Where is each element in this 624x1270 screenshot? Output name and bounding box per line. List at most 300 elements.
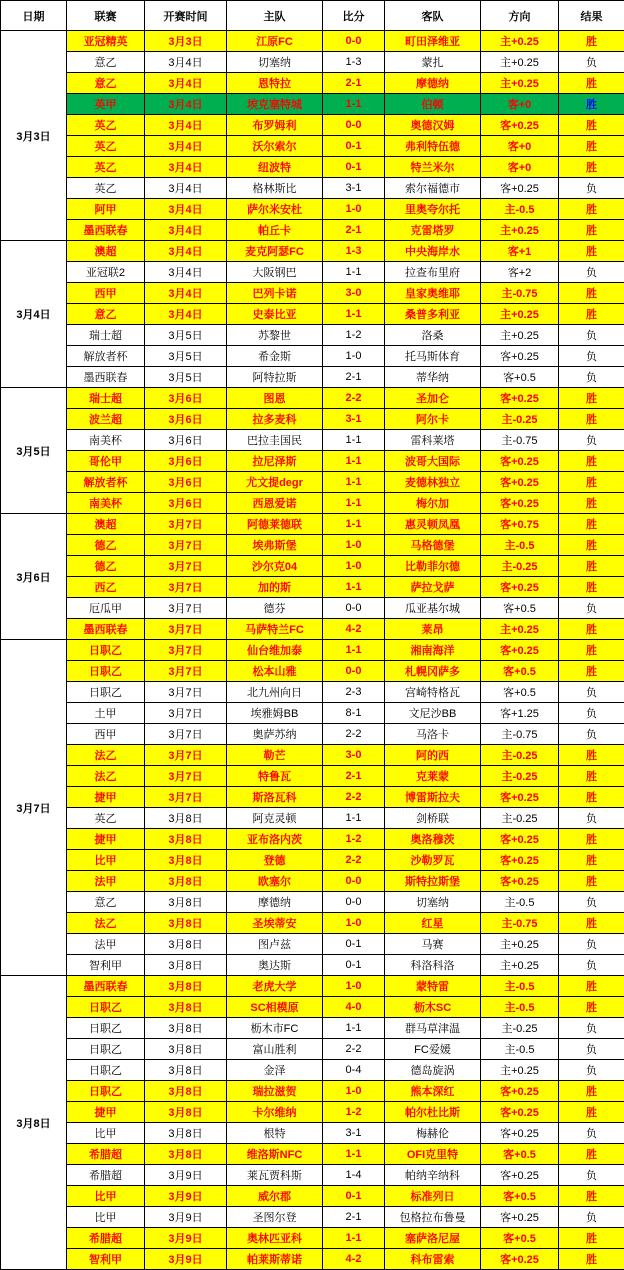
direction-cell: 主+0.25 (481, 934, 559, 955)
home-team-cell: 拉尼泽斯 (227, 451, 323, 472)
direction-cell: 主+0.25 (481, 325, 559, 346)
direction-cell: 客+1 (481, 241, 559, 262)
table-row (1, 220, 624, 241)
table-row (1, 619, 624, 640)
table-row (1, 283, 624, 304)
table-row (1, 157, 624, 178)
kickoff-time-cell: 3月4日 (145, 94, 227, 115)
result-cell: 胜 (559, 241, 624, 262)
league-cell: 比甲 (67, 1123, 145, 1144)
table-row (1, 1060, 624, 1081)
table-row (1, 472, 624, 493)
away-team-cell: OFI克里特 (385, 1144, 481, 1165)
kickoff-time-cell: 3月7日 (145, 661, 227, 682)
away-team-cell: 克莱蒙 (385, 766, 481, 787)
away-team-cell: 瓜亚基尔城 (385, 598, 481, 619)
league-cell: 南美杯 (67, 430, 145, 451)
kickoff-time-cell: 3月6日 (145, 388, 227, 409)
league-cell: 捷甲 (67, 1102, 145, 1123)
result-cell: 胜 (559, 157, 624, 178)
league-cell: 法甲 (67, 871, 145, 892)
result-cell: 胜 (559, 661, 624, 682)
direction-cell: 客+0.25 (481, 787, 559, 808)
direction-cell: 主-0.5 (481, 997, 559, 1018)
away-team-cell: 马赛 (385, 934, 481, 955)
league-cell: 英乙 (67, 136, 145, 157)
score-cell: 2-2 (323, 787, 385, 808)
home-team-cell: 特鲁瓦 (227, 766, 323, 787)
away-team-cell: 莱昂 (385, 619, 481, 640)
home-team-cell: SC相模原 (227, 997, 323, 1018)
league-cell: 墨西联春 (67, 619, 145, 640)
result-cell: 负 (559, 1207, 624, 1228)
away-team-cell: 熊本深红 (385, 1081, 481, 1102)
home-team-cell: 恩特拉 (227, 73, 323, 94)
league-cell: 南美杯 (67, 493, 145, 514)
direction-cell: 客+0.25 (481, 115, 559, 136)
home-team-cell: 欧塞尔 (227, 871, 323, 892)
home-team-cell: 阿克灵顿 (227, 808, 323, 829)
result-cell: 负 (559, 1060, 624, 1081)
score-cell: 1-1 (323, 472, 385, 493)
kickoff-time-cell: 3月8日 (145, 1018, 227, 1039)
direction-cell: 主-0.25 (481, 556, 559, 577)
league-cell: 日职乙 (67, 1039, 145, 1060)
league-cell: 英甲 (67, 94, 145, 115)
table-row (1, 1207, 624, 1228)
away-team-cell: 伯顿 (385, 94, 481, 115)
home-team-cell: 奥林匹亚科 (227, 1228, 323, 1249)
table-row (1, 829, 624, 850)
home-team-cell: 马萨特兰FC (227, 619, 323, 640)
home-team-cell: 图卢兹 (227, 934, 323, 955)
away-team-cell: 标准列日 (385, 1186, 481, 1207)
league-cell: 土甲 (67, 703, 145, 724)
league-cell: 比甲 (67, 1207, 145, 1228)
score-cell: 3-1 (323, 178, 385, 199)
away-team-cell: 蒙特雷 (385, 976, 481, 997)
score-cell: 1-1 (323, 451, 385, 472)
league-cell: 厄瓜甲 (67, 598, 145, 619)
table-row (1, 1018, 624, 1039)
league-cell: 比甲 (67, 850, 145, 871)
table-row (1, 115, 624, 136)
home-team-cell: 圣埃蒂安 (227, 913, 323, 934)
kickoff-time-cell: 3月8日 (145, 871, 227, 892)
kickoff-time-cell: 3月9日 (145, 1165, 227, 1186)
kickoff-time-cell: 3月6日 (145, 451, 227, 472)
score-cell: 1-0 (323, 913, 385, 934)
league-cell: 德乙 (67, 535, 145, 556)
home-team-cell: 江原FC (227, 31, 323, 52)
away-team-cell: 群马草津温 (385, 1018, 481, 1039)
score-cell: 1-2 (323, 325, 385, 346)
table-body (1, 31, 624, 1270)
league-cell: 西甲 (67, 724, 145, 745)
score-cell: 3-1 (323, 1123, 385, 1144)
home-team-cell: 大阪钢巴 (227, 262, 323, 283)
kickoff-time-cell: 3月8日 (145, 934, 227, 955)
result-cell: 胜 (559, 997, 624, 1018)
header-home-team: 主队 (227, 1, 323, 31)
result-cell: 负 (559, 52, 624, 73)
away-team-cell: 萨拉戈萨 (385, 577, 481, 598)
direction-cell: 客+0 (481, 136, 559, 157)
kickoff-time-cell: 3月7日 (145, 535, 227, 556)
score-cell: 2-1 (323, 766, 385, 787)
away-team-cell: 红星 (385, 913, 481, 934)
header-away-team: 客队 (385, 1, 481, 31)
away-team-cell: 科洛科洛 (385, 955, 481, 976)
table-row (1, 955, 624, 976)
header-league: 联赛 (67, 1, 145, 31)
league-cell: 亚冠联2 (67, 262, 145, 283)
direction-cell: 客+0 (481, 157, 559, 178)
league-cell: 日职乙 (67, 640, 145, 661)
table-row (1, 703, 624, 724)
league-cell: 澳超 (67, 241, 145, 262)
result-cell: 负 (559, 682, 624, 703)
away-team-cell: 比勒菲尔德 (385, 556, 481, 577)
home-team-cell: 西恩爱诺 (227, 493, 323, 514)
league-cell: 瑞士超 (67, 388, 145, 409)
result-cell: 负 (559, 1018, 624, 1039)
away-team-cell: 蒙扎 (385, 52, 481, 73)
home-team-cell: 北九州向日 (227, 682, 323, 703)
kickoff-time-cell: 3月6日 (145, 430, 227, 451)
direction-cell: 客+0.25 (481, 472, 559, 493)
score-cell: 1-1 (323, 430, 385, 451)
direction-cell: 主+0.25 (481, 955, 559, 976)
score-cell: 0-1 (323, 955, 385, 976)
score-cell: 2-1 (323, 220, 385, 241)
result-cell: 负 (559, 808, 624, 829)
away-team-cell: 拉查布里府 (385, 262, 481, 283)
direction-cell: 主-0.5 (481, 976, 559, 997)
kickoff-time-cell: 3月3日 (145, 31, 227, 52)
league-cell: 英乙 (67, 178, 145, 199)
kickoff-time-cell: 3月9日 (145, 1207, 227, 1228)
away-team-cell: 洛桑 (385, 325, 481, 346)
kickoff-time-cell: 3月4日 (145, 304, 227, 325)
result-cell: 胜 (559, 619, 624, 640)
away-team-cell: 德岛旋涡 (385, 1060, 481, 1081)
league-cell: 日职乙 (67, 1018, 145, 1039)
league-cell: 澳超 (67, 514, 145, 535)
home-team-cell: 麦克阿瑟FC (227, 241, 323, 262)
away-team-cell: 波哥大国际 (385, 451, 481, 472)
direction-cell: 主+0.25 (481, 220, 559, 241)
away-team-cell: 弗利特伍德 (385, 136, 481, 157)
direction-cell: 主-0.25 (481, 766, 559, 787)
home-team-cell: 枥木市FC (227, 1018, 323, 1039)
league-cell: 亚冠精英 (67, 31, 145, 52)
direction-cell: 客+0 (481, 94, 559, 115)
score-cell: 1-3 (323, 52, 385, 73)
table-row (1, 199, 624, 220)
home-team-cell: 埃雅姆BB (227, 703, 323, 724)
score-cell: 0-4 (323, 1060, 385, 1081)
table-row (1, 850, 624, 871)
league-cell: 捷甲 (67, 787, 145, 808)
table-row (1, 1186, 624, 1207)
result-cell: 胜 (559, 1102, 624, 1123)
score-cell: 0-0 (323, 31, 385, 52)
score-cell: 1-1 (323, 304, 385, 325)
table-row (1, 325, 624, 346)
league-cell: 意乙 (67, 304, 145, 325)
league-cell: 西乙 (67, 577, 145, 598)
kickoff-time-cell: 3月4日 (145, 283, 227, 304)
home-team-cell: 瑞拉滋贺 (227, 1081, 323, 1102)
table-row (1, 682, 624, 703)
league-cell: 法乙 (67, 913, 145, 934)
result-cell: 胜 (559, 556, 624, 577)
direction-cell: 主-0.5 (481, 535, 559, 556)
score-cell: 1-2 (323, 1102, 385, 1123)
away-team-cell: 惠灵顿凤凰 (385, 514, 481, 535)
home-team-cell: 布罗姆利 (227, 115, 323, 136)
result-cell: 负 (559, 367, 624, 388)
kickoff-time-cell: 3月4日 (145, 262, 227, 283)
direction-cell: 客+0.25 (481, 1081, 559, 1102)
away-team-cell: 蒂华纳 (385, 367, 481, 388)
kickoff-time-cell: 3月8日 (145, 1144, 227, 1165)
home-team-cell: 维洛斯NFC (227, 1144, 323, 1165)
league-cell: 德乙 (67, 556, 145, 577)
result-cell: 胜 (559, 829, 624, 850)
result-cell: 胜 (559, 514, 624, 535)
kickoff-time-cell: 3月4日 (145, 73, 227, 94)
kickoff-time-cell: 3月8日 (145, 913, 227, 934)
table-row (1, 451, 624, 472)
score-cell: 2-3 (323, 682, 385, 703)
kickoff-time-cell: 3月8日 (145, 955, 227, 976)
league-cell: 意乙 (67, 892, 145, 913)
result-cell: 负 (559, 955, 624, 976)
kickoff-time-cell: 3月6日 (145, 409, 227, 430)
direction-cell: 主+0.25 (481, 52, 559, 73)
result-cell: 负 (559, 325, 624, 346)
direction-cell: 主+0.25 (481, 73, 559, 94)
league-cell: 法乙 (67, 766, 145, 787)
table-row (1, 1228, 624, 1249)
result-cell: 胜 (559, 73, 624, 94)
table-row (1, 577, 624, 598)
kickoff-time-cell: 3月7日 (145, 724, 227, 745)
score-cell: 2-1 (323, 367, 385, 388)
kickoff-time-cell: 3月5日 (145, 346, 227, 367)
result-cell: 胜 (559, 850, 624, 871)
table-row (1, 241, 624, 262)
direction-cell: 主+0.25 (481, 31, 559, 52)
score-cell: 1-3 (323, 241, 385, 262)
result-cell: 胜 (559, 94, 624, 115)
result-cell: 负 (559, 262, 624, 283)
table-row (1, 430, 624, 451)
kickoff-time-cell: 3月8日 (145, 1039, 227, 1060)
table-row (1, 1144, 624, 1165)
score-cell: 1-0 (323, 346, 385, 367)
score-cell: 0-0 (323, 871, 385, 892)
kickoff-time-cell: 3月8日 (145, 808, 227, 829)
table-row (1, 262, 624, 283)
kickoff-time-cell: 3月7日 (145, 766, 227, 787)
result-cell: 胜 (559, 1144, 624, 1165)
score-cell: 1-1 (323, 808, 385, 829)
home-team-cell: 沙尔克04 (227, 556, 323, 577)
home-team-cell: 埃克塞特城 (227, 94, 323, 115)
home-team-cell: 萨尔米安杜 (227, 199, 323, 220)
score-cell: 1-1 (323, 577, 385, 598)
result-cell: 胜 (559, 136, 624, 157)
kickoff-time-cell: 3月7日 (145, 619, 227, 640)
score-cell: 4-2 (323, 1249, 385, 1270)
result-cell: 胜 (559, 220, 624, 241)
league-cell: 阿甲 (67, 199, 145, 220)
league-cell: 墨西联春 (67, 367, 145, 388)
direction-cell: 客+0.5 (481, 661, 559, 682)
direction-cell: 主+0.25 (481, 304, 559, 325)
score-cell: 3-0 (323, 283, 385, 304)
direction-cell: 客+0.25 (481, 850, 559, 871)
result-cell: 负 (559, 934, 624, 955)
score-cell: 4-0 (323, 997, 385, 1018)
home-team-cell: 亚布洛内茨 (227, 829, 323, 850)
result-cell: 负 (559, 346, 624, 367)
direction-cell: 客+0.25 (481, 871, 559, 892)
score-cell: 1-1 (323, 1018, 385, 1039)
direction-cell: 主-0.5 (481, 199, 559, 220)
direction-cell: 主-0.5 (481, 1039, 559, 1060)
score-cell: 2-1 (323, 1207, 385, 1228)
score-cell: 0-0 (323, 115, 385, 136)
away-team-cell: 湘南海洋 (385, 640, 481, 661)
result-cell: 胜 (559, 409, 624, 430)
score-cell: 1-1 (323, 1228, 385, 1249)
score-cell: 0-0 (323, 598, 385, 619)
league-cell: 捷甲 (67, 829, 145, 850)
direction-cell: 客+0.25 (481, 346, 559, 367)
away-team-cell: 桑普多利亚 (385, 304, 481, 325)
home-team-cell: 图恩 (227, 388, 323, 409)
table-row (1, 1249, 624, 1270)
home-team-cell: 仙台维加泰 (227, 640, 323, 661)
date-cell: 3月4日 (1, 241, 67, 388)
table-row (1, 388, 624, 409)
home-team-cell: 切塞纳 (227, 52, 323, 73)
date-cell: 3月5日 (1, 388, 67, 514)
kickoff-time-cell: 3月4日 (145, 115, 227, 136)
direction-cell: 客+0.5 (481, 367, 559, 388)
kickoff-time-cell: 3月7日 (145, 514, 227, 535)
direction-cell: 客+0.25 (481, 577, 559, 598)
kickoff-time-cell: 3月4日 (145, 136, 227, 157)
result-cell: 胜 (559, 787, 624, 808)
league-cell: 瑞士超 (67, 325, 145, 346)
direction-cell: 主-0.75 (481, 283, 559, 304)
score-cell: 0-1 (323, 1186, 385, 1207)
home-team-cell: 加的斯 (227, 577, 323, 598)
home-team-cell: 德芬 (227, 598, 323, 619)
direction-cell: 客+2 (481, 262, 559, 283)
home-team-cell: 埃弗斯堡 (227, 535, 323, 556)
direction-cell: 客+0.25 (481, 493, 559, 514)
result-cell: 胜 (559, 472, 624, 493)
league-cell: 日职乙 (67, 661, 145, 682)
result-cell: 负 (559, 178, 624, 199)
home-team-cell: 阿特拉斯 (227, 367, 323, 388)
result-cell: 负 (559, 1165, 624, 1186)
table-row (1, 493, 624, 514)
league-cell: 法甲 (67, 934, 145, 955)
result-cell: 负 (559, 430, 624, 451)
league-cell: 意乙 (67, 52, 145, 73)
result-cell: 胜 (559, 283, 624, 304)
league-cell: 希腊超 (67, 1165, 145, 1186)
direction-cell: 客+1.25 (481, 703, 559, 724)
result-cell: 胜 (559, 913, 624, 934)
league-cell: 日职乙 (67, 1060, 145, 1081)
table-row (1, 52, 624, 73)
away-team-cell: 特兰米尔 (385, 157, 481, 178)
score-cell: 1-0 (323, 556, 385, 577)
kickoff-time-cell: 3月8日 (145, 1123, 227, 1144)
kickoff-time-cell: 3月7日 (145, 598, 227, 619)
home-team-cell: 松本山雅 (227, 661, 323, 682)
score-cell: 0-0 (323, 661, 385, 682)
away-team-cell: 科布雷索 (385, 1249, 481, 1270)
home-team-cell: 斯洛瓦科 (227, 787, 323, 808)
table-row (1, 598, 624, 619)
away-team-cell: 马格德堡 (385, 535, 481, 556)
result-cell: 胜 (559, 493, 624, 514)
direction-cell: 主-0.75 (481, 430, 559, 451)
away-team-cell: 皇家奥维耶 (385, 283, 481, 304)
score-cell: 3-1 (323, 409, 385, 430)
kickoff-time-cell: 3月8日 (145, 976, 227, 997)
league-cell: 解放者杯 (67, 346, 145, 367)
table-row (1, 136, 624, 157)
table-row (1, 1102, 624, 1123)
score-cell: 1-1 (323, 493, 385, 514)
away-team-cell: 宫崎特格瓦 (385, 682, 481, 703)
score-cell: 1-2 (323, 829, 385, 850)
table-row (1, 535, 624, 556)
kickoff-time-cell: 3月7日 (145, 556, 227, 577)
header-row (1, 1, 624, 31)
table-row (1, 94, 624, 115)
kickoff-time-cell: 3月5日 (145, 325, 227, 346)
home-team-cell: 富山胜利 (227, 1039, 323, 1060)
header-score: 比分 (323, 1, 385, 31)
table-row (1, 913, 624, 934)
league-cell: 解放者杯 (67, 472, 145, 493)
direction-cell: 主-0.25 (481, 1018, 559, 1039)
kickoff-time-cell: 3月6日 (145, 472, 227, 493)
date-cell: 3月7日 (1, 640, 67, 976)
away-team-cell: 阿尔卡 (385, 409, 481, 430)
result-cell: 胜 (559, 199, 624, 220)
away-team-cell: 沙勒罗瓦 (385, 850, 481, 871)
direction-cell: 主-0.25 (481, 409, 559, 430)
score-cell: 8-1 (323, 703, 385, 724)
away-team-cell: 阿的西 (385, 745, 481, 766)
table-row (1, 1165, 624, 1186)
direction-cell: 客+0.5 (481, 682, 559, 703)
league-cell: 西甲 (67, 283, 145, 304)
direction-cell: 客+0.25 (481, 178, 559, 199)
